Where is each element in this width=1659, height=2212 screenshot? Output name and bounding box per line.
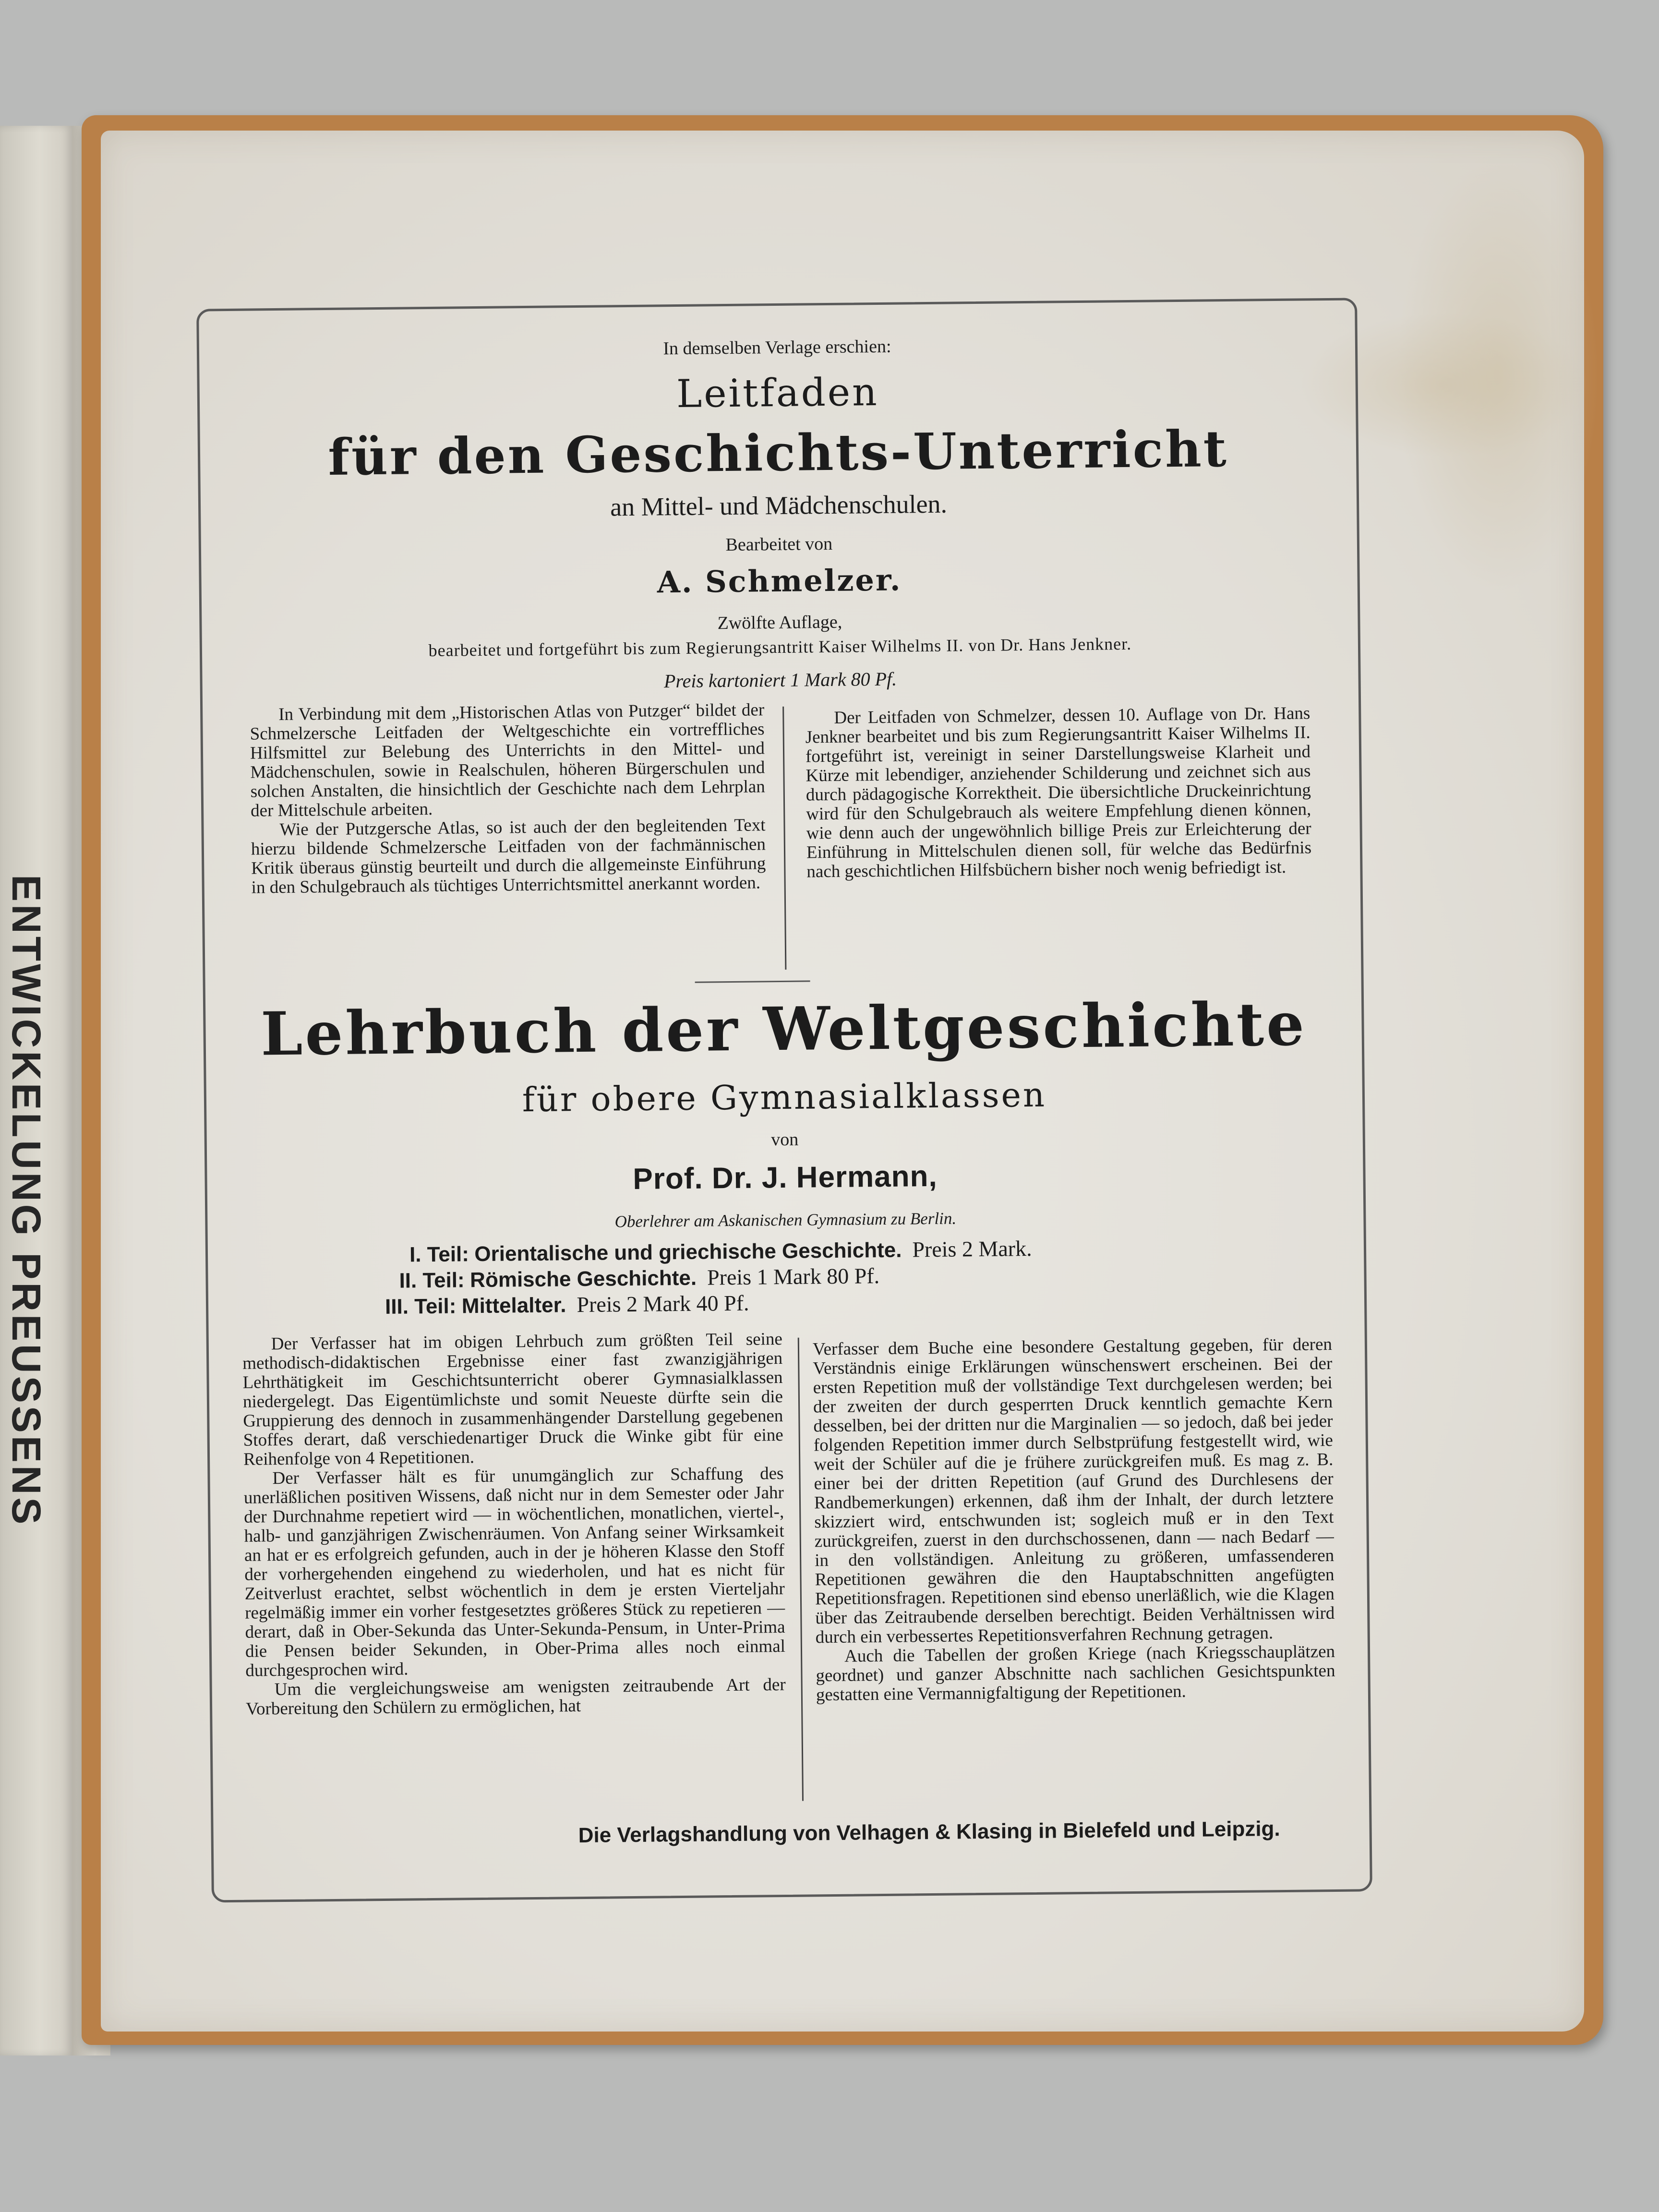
section-divider xyxy=(695,980,810,983)
book1-title-line1: Leitfaden xyxy=(676,369,879,417)
book2-author: Prof. Dr. J. Hermann, xyxy=(633,1159,938,1196)
book1-author: A. Schmelzer. xyxy=(657,562,902,600)
part-title: Mittelalter. xyxy=(461,1293,566,1318)
left-page-edge xyxy=(0,126,73,2056)
paragraph: Der Verfasser hat im obigen Lehrbuch zum größten Teil seine methodisch-didaktischen Ergebnisse einer fast zwanzigjährigen Lehrthätigkeit im Geschichtsunterricht oberer Gymnasialklassen niedergelegt. Das Eigentümlichste und somit Neueste dürfte sein die Gruppierung des dennoch in zusammenhängender Darstellung gegebenen Stoffes derart, daß verschiedenartiger Druck die Winke gibt für eine Reihenfolge von 4 Repetitionen. xyxy=(242,1329,783,1469)
paragraph: Verfasser dem Buche eine besondere Gestaltung gegeben, für deren Verständnis einige Erklärungen wünschenswert erscheinen. Bei der ersten Repetition muß der vollständige Text durchgelesen werden; bei der zweiten der durch gesperrten Druck kenntlich gemachte Kern desselben, bei der dritten nur die Marginalien — so jedoch, daß bei jeder folgenden Repetition immer durch Selbstprüfung festgestellt wird, wie weit der Schüler auf die je frühere zurückgreifen muß. Es mag z. B. einer bei der dritten Repetition (auf Grund des Durchlesens der Randbemerkungen) erkennen, daß ihm der Inhalt, der durch letztere skizziert wird, entschwunden ist; sogleich muß er in den Text zurückgreifen, zuerst in den durchschossenen, dann — nach Bedarf — in den vollständigen. Anleitung zu größeren, umfassenderen Repetitionen gewähren die den Hauptabschnitten angefügten Repetitionsfragen. Repetitionen sind ebenso unerläßlich, wie die Klagen über das Zeitraubende derselben berechtigt. Beiden Verhältnissen wird durch ein verbessertes Repetitionsverfahren Rechnung getragen. xyxy=(812,1334,1335,1647)
book2-title: Lehrbuch der Weltgeschichte xyxy=(260,989,1307,1070)
book2-affiliation: Oberlehrer am Askanischen Gymnasium zu Berlin. xyxy=(614,1209,957,1231)
part-title: Orientalische und griechische Geschichte. xyxy=(474,1238,902,1266)
part-price: Preis 2 Mark 40 Pf. xyxy=(577,1290,749,1317)
publisher-intro: In demselben Verlage erschien: xyxy=(663,336,891,359)
book2-subtitle: für obere Gymnasialklassen xyxy=(522,1075,1047,1120)
book2-part xyxy=(385,1290,749,1319)
book1-description-right xyxy=(805,704,1311,881)
part-label: II. Teil: xyxy=(399,1268,465,1293)
paragraph: Auch die Tabellen der großen Kriege (nach Kriegsschauplätzen geordnet) und ganzer Abschnitte nach sachlichen Gesichtspunkten gestatten eine Vermannigfaltigung der Repetitionen. xyxy=(816,1641,1335,1705)
publisher-footer: Die Verlagshandlung von Velhagen & Klasing in Bielefeld und Leipzig. xyxy=(578,1817,1280,1848)
book2-description-left xyxy=(242,1330,786,1719)
paragraph: Der Leitfaden von Schmelzer, dessen 10. Auflage von Dr. Hans Jenkner bearbeitet und bis zum Regierungsantritt Kaiser Wilhelms II. fortgeführt ist, vereinigt in seiner Darstellungsweise Klarheit und Kürze mit lebendiger, anziehender Schilderung und zeichnet sich aus durch pädagogische Korrektheit. Die übersichtliche Druckeinrichtung wird für den Schulgebrauch als weitere Empfehlung dienen können, wie denn auch der ungewöhnlich billige Preis zur Erleichterung der Einführung in Mittelschulen dienen soll, für welche das Bedürfnis nach geschichtlichen Hilfsbüchern bisher noch wenig befriedigt ist. xyxy=(805,703,1312,882)
book1-price: Preis kartoniert 1 Mark 80 Pf. xyxy=(663,668,897,692)
book2-part xyxy=(409,1236,1032,1267)
paragraph: Wie der Putzgersche Atlas, so ist auch der den begleitenden Text hierzu bildende Schmelzersche Leitfaden von der fachmännischen Kritik überaus günstig beurteilt und durch die allgemeinste Einführung in den Schulgebrauch als tüchtiges Unterrichtsmittel anerkannt worden. xyxy=(251,815,766,898)
part-price: Preis 2 Mark. xyxy=(912,1236,1032,1262)
paragraph: In Verbindung mit dem „Historischen Atlas von Putzger“ bildet der Schmelzersche Leitfaden der Weltgeschichte ein vortreffliches Hilfsmittel zur Belebung des Unterrichts in den Mittel- und Mädchenschulen, sowie in Realschulen, höheren Bürgerschulen und solchen Anstalten, die hinsichtlich der Geschichte nach dem Lehrplan der Mittelschule arbeiten. xyxy=(250,700,765,821)
part-price: Preis 1 Mark 80 Pf. xyxy=(707,1263,880,1290)
paragraph: Der Verfasser hält es für unumgänglich zur Schaffung des unerläßlichen positiven Wissens, daß nicht nur in dem Semester oder Jahr der Durchnahme repetiert wird — in wöchentlichen, monatlichen, viertel-, halb- und ganzjährigen Zwischenräumen. Von Anfang seiner Wirksamkeit an hat er es erfolgreich gefunden, auch in der je höheren Klasse den Stoff der vorhergehenden eingehend zu wiederholen, und hat es nicht für Zeitverlust erachtet, selbst wöchentlich in dem je ersten Vierteljahr regelmäßig immer ein vorher festgesetztes größeres Stück zu repetieren — derart, daß in Ober-Sekunda das Unter-Sekunda-Pensum, in Unter-Prima die Pensen beider Sekunden, in Ober-Prima alles noch einmal durchgesprochen wird. xyxy=(243,1463,786,1681)
part-title: Römische Geschichte. xyxy=(469,1266,697,1292)
book1-edition-note: bearbeitet und fortgeführt bis zum Regierungsantritt Kaiser Wilhelms II. von Dr. Hans Jenkner. xyxy=(428,634,1132,660)
book2-part xyxy=(399,1263,879,1293)
column-divider xyxy=(798,1338,804,1801)
book1-edition: Zwölfte Auflage, xyxy=(717,612,842,634)
spine-title: ENTWICKELUNG PREUSSENS xyxy=(4,875,49,1527)
book2-description-right xyxy=(813,1335,1335,1705)
advertisement-frame xyxy=(196,298,1372,1902)
book1-subtitle: an Mittel- und Mädchenschulen. xyxy=(610,489,948,522)
book1-description-left xyxy=(250,700,766,897)
paragraph: Um die vergleichungsweise am wenigsten zeitraubende Art der Vorbereitung den Schülern zu ermöglichen, hat xyxy=(245,1674,786,1719)
part-label: I. Teil: xyxy=(409,1242,469,1267)
part-label: III. Teil: xyxy=(385,1294,457,1319)
column-divider xyxy=(782,707,786,970)
book1-edited-by: Bearbeitet von xyxy=(725,533,833,555)
book1-title-line2: für den Geschichts-Unterricht xyxy=(327,419,1229,487)
book2-by: von xyxy=(771,1129,799,1150)
